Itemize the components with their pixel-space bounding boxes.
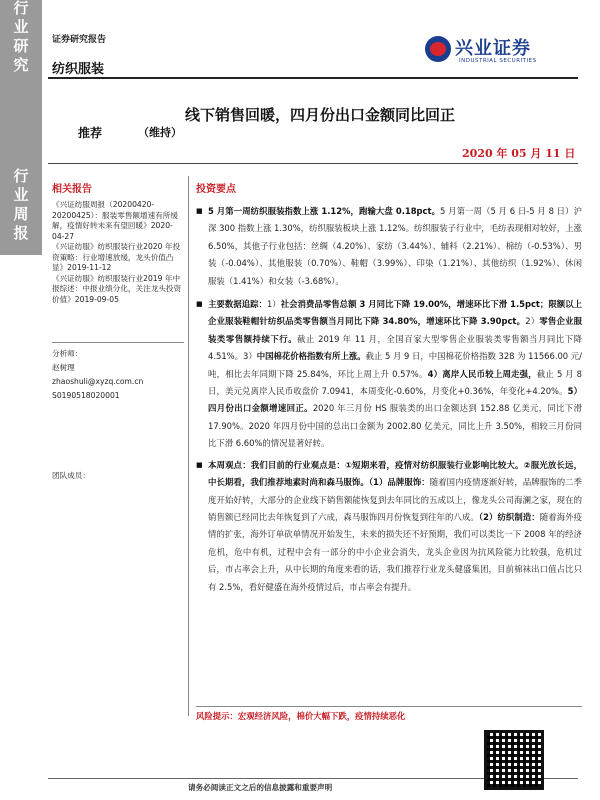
risk-label: 风险提示： xyxy=(196,711,238,721)
report-type: 证券研究报告 xyxy=(52,35,107,45)
industry-name: 纺织服装 xyxy=(52,62,105,77)
key-points-heading: 投资要点 xyxy=(196,184,236,195)
sidebar-report-label: 行业周报 xyxy=(0,160,42,255)
rating-label: 推荐 xyxy=(78,126,103,140)
related-reports-heading: 相关报告 xyxy=(52,184,92,195)
key-point-weekly-view: ■ 本周观点：我们目前的行业观点是：①短期来看，疫情对纺织服装行业影响比较大。②服光放长远，中长期看，我们推荐地素时尚和森马服饰。（1）品牌服饰：随着国内疫情逐渐好转，品牌服饰的二季度开始好转，大部分的企业线下销售额能恢复到去年同比的五成以上，像龙头公司海澜之家，现在的销售额已经同比去年恢复到了六成，森马服饰四月份恢复到往年的八成。（2）纺织制造：随着海外疫情的扩张，海外订单砍单情况开始发生，未来的损失还不好预期，我们可以类比一下 2008 年的经济危机，危中有机，过程中会有一部分的中小企业会消失，龙头企业因为抗风险能力比较强，危机过后，市占率会上升，从中长期的角度来看的话，我们推荐行业龙头健盛集团，目前棉袜出口值占比只有 2.5%，看好健盛在海外疫情过后，市占率会有提升。 xyxy=(196,457,582,596)
page-title: 线下销售回暖，四月份出口金额同比回正 xyxy=(184,106,455,124)
team-members-label: 团队成员： xyxy=(52,471,90,480)
logo-name-en: INDUSTRIAL SECURITIES xyxy=(459,58,537,64)
logo-name-cn: 兴业证券 xyxy=(455,38,531,59)
analyst-name: 赵树理 xyxy=(52,363,75,372)
analyst-heading: 分析师： xyxy=(52,349,83,358)
company-logo xyxy=(425,36,585,74)
left-divider xyxy=(52,342,184,343)
related-report-item[interactable]: 《兴证纺服》纺织服装行业2020 年投资策略：行业增速放缓，龙头价值凸显》2019-11-12 xyxy=(52,242,181,272)
logo-emblem-icon xyxy=(425,36,451,62)
related-report-item[interactable]: 《兴证纺服》纺织服装行业2019 年中报综述：中报业绩分化，关注龙头投资价值》2019-09-05 xyxy=(52,273,182,304)
key-points-section xyxy=(196,180,582,596)
sidebar-category-label: 行业研究 xyxy=(0,0,42,78)
related-reports-list xyxy=(52,200,184,305)
header-divider xyxy=(48,77,578,79)
rating-status: （维持） xyxy=(138,126,182,139)
related-reports-section xyxy=(52,180,184,305)
key-point-data-tracking: ■ 主要数据追踪：1）社会消费品零售总额 3 月同比下降 19.00%，增速环比下滑 1.5pct；限额以上企业服装鞋帽针纺织品类零售额当月同比下降 34.80%，增速环比下降 3.90pct。2）零售企业服装类零售额持续下行。截止 2019 年 11 月，全国百家大型零售企业服装类零售额当月同比下降 4.51%。3）中国棉花价格指数有所上涨。截止 5 月 9 日，中国棉花价格指数 328 为 11566.00 元/吨，相比去年同期下降 25.84%，环比上周上升 0.57%。4）离岸人民币较上周走强，截止 5 月 8 日，美元兑离岸人民币收盘价 7.0941，本周变化-0.60%，月变化+0.36%，年变化+4.20%。5）四月份出口金额增速回正。2020 年三月份 HS 服装类的出口金额达到 152.88 亿美元，同比下滑 17.90%。2020 年四月份中国的总出口金额为 2002.80 亿美元，同比上升 3.50%，相较三月份同比下滑 6.60%的情况显著好转。 xyxy=(196,296,582,453)
column-divider xyxy=(188,176,189,716)
report-date: 2020 年 05 月 11 日 xyxy=(462,147,576,160)
risk-warning xyxy=(196,706,582,722)
related-report-item[interactable]: 《兴证纺服周报（20200420-20200425）：服装零售额增速有所缓解，疫情好转未来有望回暖》2020-04-27 xyxy=(52,200,178,241)
analyst-license: S0190518020001 xyxy=(52,391,120,400)
analyst-section xyxy=(52,347,184,403)
qr-code-icon xyxy=(484,730,544,790)
title-divider xyxy=(48,163,578,164)
key-point-weekly-performance: ■ 5 月第一周纺织服装指数上涨 1.12%，跑输大盘 0.18pct。5 月第一周（5 月 6 日-5 月 8 日）沪深 300 指数上涨 1.30%，纺织服装板块上涨 1.12%。纺织服装子行业中，毛纺表现相对较好，上涨 6.50%，其他子行业包括：丝绸（4.20%）、家纺（3.44%）、辅料（2.21%）、棉纺（-0.53%）、男装（-0.04%）、其他服装（0.70%）、鞋帽（3.99%）、印染（1.21%）、其他纺织（1.92%）、休闲服装（1.41%）和女装（-3.68%）。 xyxy=(196,203,582,290)
analyst-email[interactable]: zhaoshuli@xyzq.com.cn xyxy=(52,377,144,386)
disclaimer-footer: 请务必阅读正文之后的信息披露和重要声明 xyxy=(188,783,333,792)
risk-text: 宏观经济风险，棉价大幅下跌，疫情持续恶化 xyxy=(237,711,406,721)
